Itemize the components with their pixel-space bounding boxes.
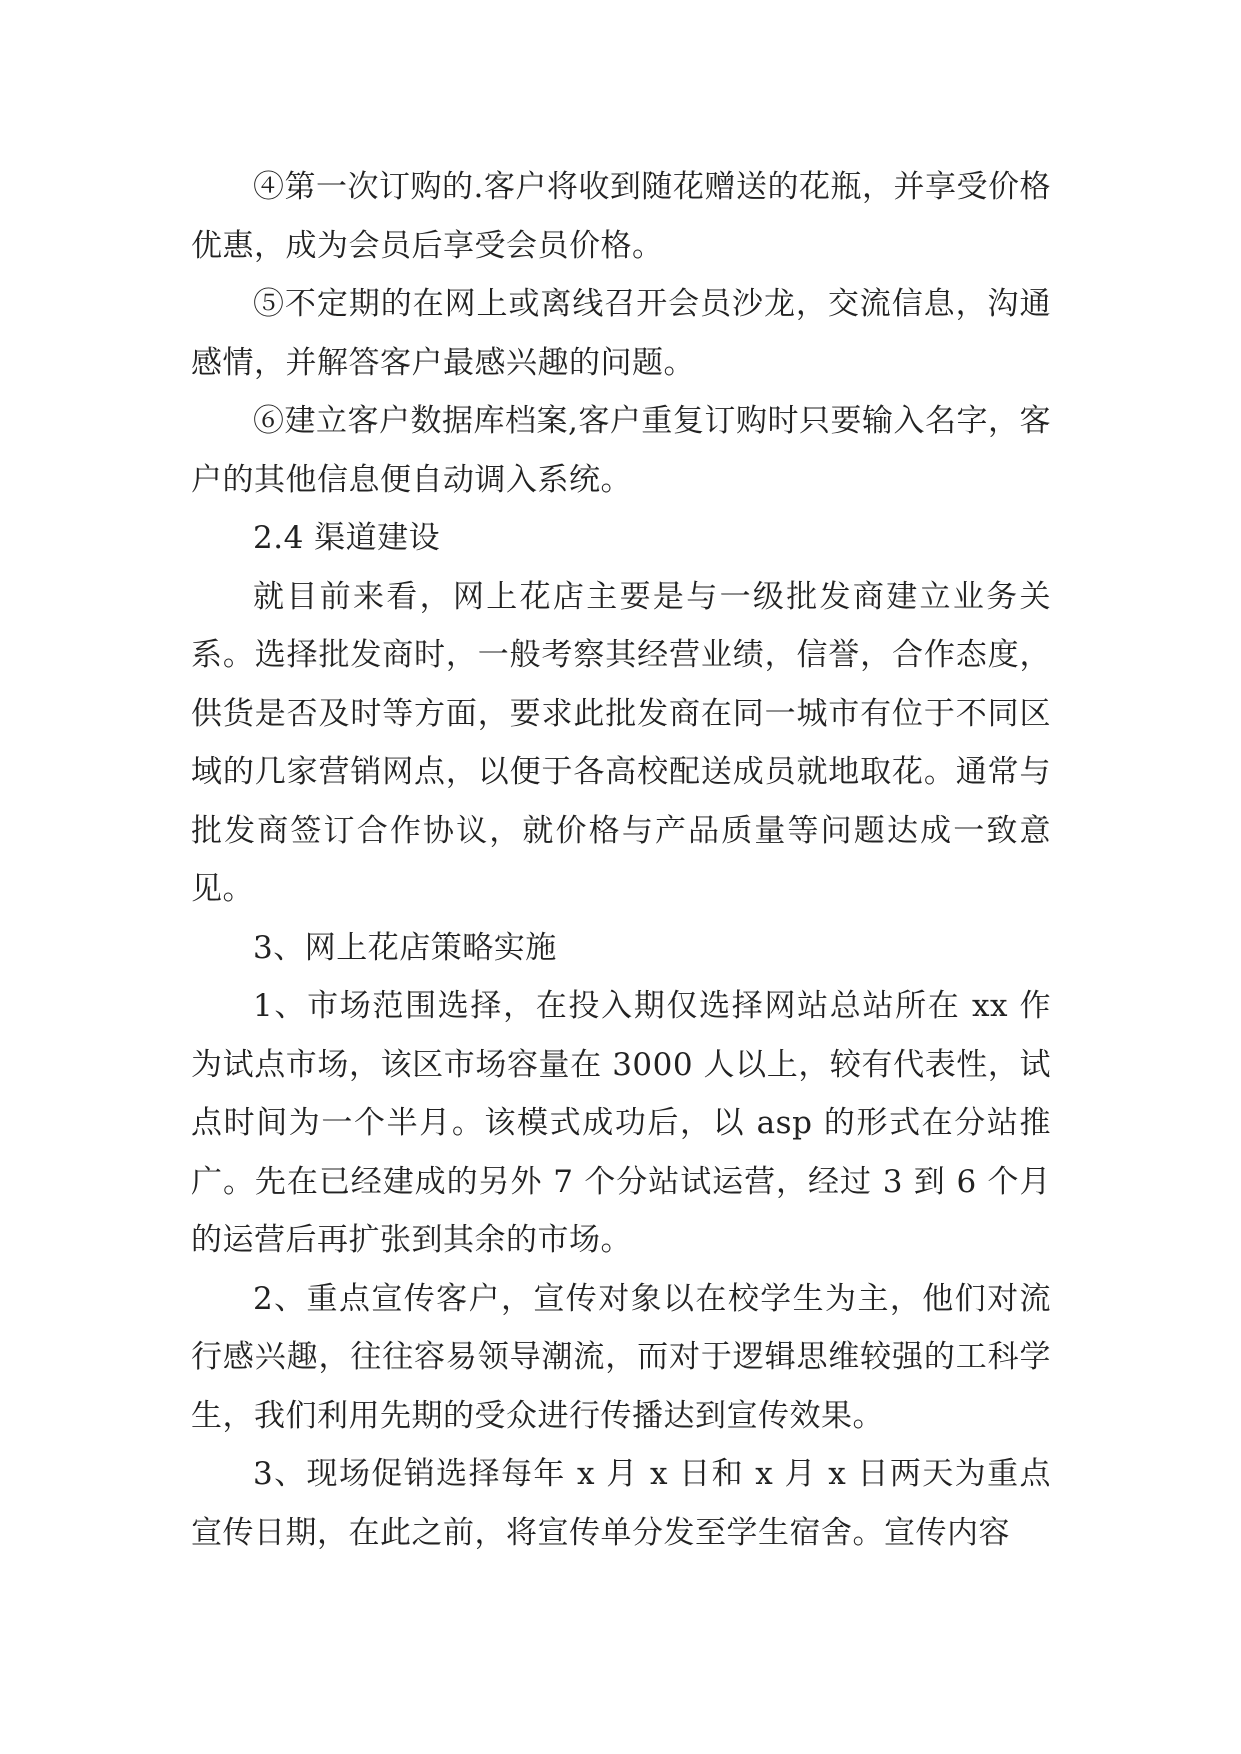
- document-body: [191, 158, 1051, 1562]
- paragraph-customer-database: ⑥建立客户数据库档案,客户重复订购时只要输入名字，客户的其他信息便自动调入系统。: [191, 403, 1051, 498]
- section-heading-strategy-implementation: 3、网上花店策略实施: [253, 929, 557, 966]
- paragraph-first-order-gift: ④第一次订购的.客户将收到随花赠送的花瓶，并享受价格优惠，成为会员后享受会员价格。: [191, 169, 1051, 264]
- paragraph-key-customers: 2、重点宣传客户，宣传对象以在校学生为主，他们对流行感兴趣，往往容易领导潮流，而对于逻辑思维较强的工科学生，我们利用先期的受众进行传播达到宣传效果。: [191, 1280, 1051, 1434]
- paragraph-wholesaler-relations: 就目前来看，网上花店主要是与一级批发商建立业务关系。选择批发商时，一般考察其经营业绩，信誉，合作态度，供货是否及时等方面，要求此批发商在同一城市有位于不同区域的几家营销网点，以便于各高校配送成员就地取花。通常与批发商签订合作协议，就价格与产品质量等问题达成一致意见。: [191, 578, 1051, 907]
- paragraph-member-salon: ⑤不定期的在网上或离线召开会员沙龙，交流信息，沟通感情，并解答客户最感兴趣的问题。: [191, 286, 1051, 381]
- paragraph-market-scope: 1、市场范围选择，在投入期仅选择网站总站所在 xx 作为试点市场，该区市场容量在 3000 人以上，较有代表性，试点时间为一个半月。该模式成功后，以 asp 的形式在分站推广。先在已经建成的另外 7 个分站试运营，经过 3 到 6 个月的运营后再扩张到其余的市场。: [191, 988, 1051, 1258]
- paragraph-onsite-promotion: 3、现场促销选择每年 x 月 x 日和 x 月 x 日两天为重点宣传日期，在此之前，将宣传单分发至学生宿舍。宣传内容: [191, 1456, 1051, 1551]
- section-heading-channel-building: 2.4 渠道建设: [253, 520, 441, 556]
